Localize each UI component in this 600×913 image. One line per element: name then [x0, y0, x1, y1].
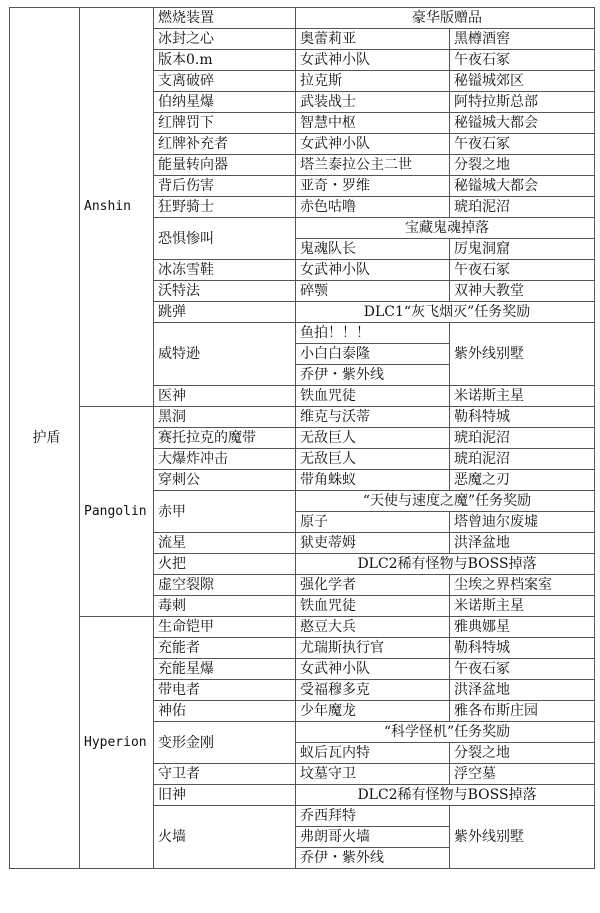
source-enemy: 尤瑞斯执行官	[296, 638, 450, 659]
item-name: 能量转向器	[154, 155, 296, 176]
source-enemy: 少年魔龙	[296, 701, 450, 722]
item-name: 旧神	[154, 785, 296, 806]
source-location: 阿特拉斯总部	[450, 92, 595, 113]
source-location: 恶魔之刃	[450, 470, 595, 491]
source-enemy: 智慧中枢	[296, 113, 450, 134]
source-location: 午夜石冢	[450, 659, 595, 680]
item-name: 跳弹	[154, 302, 296, 323]
manufacturer-cell: Hyperion	[80, 617, 154, 869]
item-name: 赛托拉克的魔带	[154, 428, 296, 449]
item-name: 赤甲	[154, 491, 296, 533]
source-enemy: 赤色咕噜	[296, 197, 450, 218]
source-merged: 豪华版赠品	[296, 8, 595, 29]
source-location: 午夜石冢	[450, 50, 595, 71]
source-merged: 宝藏鬼魂掉落	[296, 218, 595, 239]
source-enemy: 乔伊・紫外线	[296, 848, 450, 869]
source-enemy: 女武神小队	[296, 260, 450, 281]
item-name: 恐惧惨叫	[154, 218, 296, 260]
source-location: 琥珀泥沼	[450, 449, 595, 470]
source-merged: DLC2稀有怪物与BOSS掉落	[296, 785, 595, 806]
item-name: 版本0.m	[154, 50, 296, 71]
source-location: 黑樽酒窖	[450, 29, 595, 50]
source-location: 尘埃之界档案室	[450, 575, 595, 596]
source-enemy: 狱吏蒂姆	[296, 533, 450, 554]
source-enemy: 武装战士	[296, 92, 450, 113]
source-enemy: 乔伊・紫外线	[296, 365, 450, 386]
item-name: 支离破碎	[154, 71, 296, 92]
source-enemy: 坟墓守卫	[296, 764, 450, 785]
item-name: 狂野骑士	[154, 197, 296, 218]
source-location: 双神大教堂	[450, 281, 595, 302]
source-enemy: 亚奇・罗维	[296, 176, 450, 197]
source-location: 雅各布斯庄园	[450, 701, 595, 722]
source-location: 紫外线别墅	[450, 806, 595, 869]
source-location: 米诺斯主星	[450, 596, 595, 617]
source-enemy: 带角蛛蚁	[296, 470, 450, 491]
item-name: 红牌罚下	[154, 113, 296, 134]
source-enemy: 女武神小队	[296, 659, 450, 680]
source-enemy: 无敌巨人	[296, 428, 450, 449]
item-name: 燃烧装置	[154, 8, 296, 29]
source-enemy: 女武神小队	[296, 134, 450, 155]
manufacturer-cell: Anshin	[80, 8, 154, 407]
source-merged: DLC1“灰飞烟灭”任务奖励	[296, 302, 595, 323]
category-cell: 护盾	[10, 8, 80, 869]
source-enemy: 受福穆多克	[296, 680, 450, 701]
source-enemy: 原子	[296, 512, 450, 533]
source-location: 秘镒城大都会	[450, 176, 595, 197]
source-merged: “科学怪机”任务奖励	[296, 722, 595, 743]
table-row	[10, 617, 595, 638]
source-enemy: 铁血咒徒	[296, 596, 450, 617]
source-enemy: 奥蕾莉亚	[296, 29, 450, 50]
source-location: 秘镒城郊区	[450, 71, 595, 92]
source-enemy: 鱼拍！！！	[296, 323, 450, 344]
source-enemy: 维克与沃蒂	[296, 407, 450, 428]
manufacturer-cell: Pangolin	[80, 407, 154, 617]
item-name: 充能者	[154, 638, 296, 659]
item-name: 穿刺公	[154, 470, 296, 491]
source-location: 琥珀泥沼	[450, 197, 595, 218]
loot-table	[9, 7, 595, 869]
source-location: 雅典娜星	[450, 617, 595, 638]
source-location: 分裂之地	[450, 155, 595, 176]
item-name: 火把	[154, 554, 296, 575]
source-location: 塔曾迪尔废墟	[450, 512, 595, 533]
source-enemy: 乔西拜特	[296, 806, 450, 827]
source-location: 分裂之地	[450, 743, 595, 764]
source-location: 浮空墓	[450, 764, 595, 785]
item-name: 流星	[154, 533, 296, 554]
source-enemy: 强化学者	[296, 575, 450, 596]
table-row	[10, 8, 595, 29]
source-enemy: 弗朗哥火墙	[296, 827, 450, 848]
source-location: 秘镒城大都会	[450, 113, 595, 134]
item-name: 变形金刚	[154, 722, 296, 764]
source-location: 米诺斯主星	[450, 386, 595, 407]
item-name: 红牌补充者	[154, 134, 296, 155]
item-name: 沃特法	[154, 281, 296, 302]
item-name: 神佑	[154, 701, 296, 722]
source-enemy: 小白白泰隆	[296, 344, 450, 365]
item-name: 大爆炸冲击	[154, 449, 296, 470]
source-location: 琥珀泥沼	[450, 428, 595, 449]
item-name: 冰冻雪鞋	[154, 260, 296, 281]
source-enemy: 蚁后瓦内特	[296, 743, 450, 764]
source-location: 洪泽盆地	[450, 533, 595, 554]
source-location: 勒科特城	[450, 638, 595, 659]
source-enemy: 女武神小队	[296, 50, 450, 71]
item-name: 伯纳星爆	[154, 92, 296, 113]
source-location: 午夜石冢	[450, 260, 595, 281]
table-row	[10, 407, 595, 428]
item-name: 毒刺	[154, 596, 296, 617]
item-name: 背后伤害	[154, 176, 296, 197]
item-name: 生命铠甲	[154, 617, 296, 638]
item-name: 医神	[154, 386, 296, 407]
item-name: 虚空裂隙	[154, 575, 296, 596]
source-enemy: 塔兰泰拉公主二世	[296, 155, 450, 176]
item-name: 守卫者	[154, 764, 296, 785]
source-enemy: 憨豆大兵	[296, 617, 450, 638]
source-location: 厉鬼洞窟	[450, 239, 595, 260]
item-name: 威特逊	[154, 323, 296, 386]
source-enemy: 铁血咒徒	[296, 386, 450, 407]
source-enemy: 鬼魂队长	[296, 239, 450, 260]
source-location: 紫外线别墅	[450, 323, 595, 386]
source-location: 洪泽盆地	[450, 680, 595, 701]
item-name: 黑洞	[154, 407, 296, 428]
source-enemy: 拉克斯	[296, 71, 450, 92]
item-name: 火墙	[154, 806, 296, 869]
source-enemy: 无敌巨人	[296, 449, 450, 470]
source-location: 勒科特城	[450, 407, 595, 428]
source-enemy: 碎颚	[296, 281, 450, 302]
source-merged: DLC2稀有怪物与BOSS掉落	[296, 554, 595, 575]
source-merged: “天使与速度之魔”任务奖励	[296, 491, 595, 512]
source-location: 午夜石冢	[450, 134, 595, 155]
item-name: 充能星爆	[154, 659, 296, 680]
item-name: 带电者	[154, 680, 296, 701]
loot-table-container	[9, 7, 594, 869]
item-name: 冰封之心	[154, 29, 296, 50]
